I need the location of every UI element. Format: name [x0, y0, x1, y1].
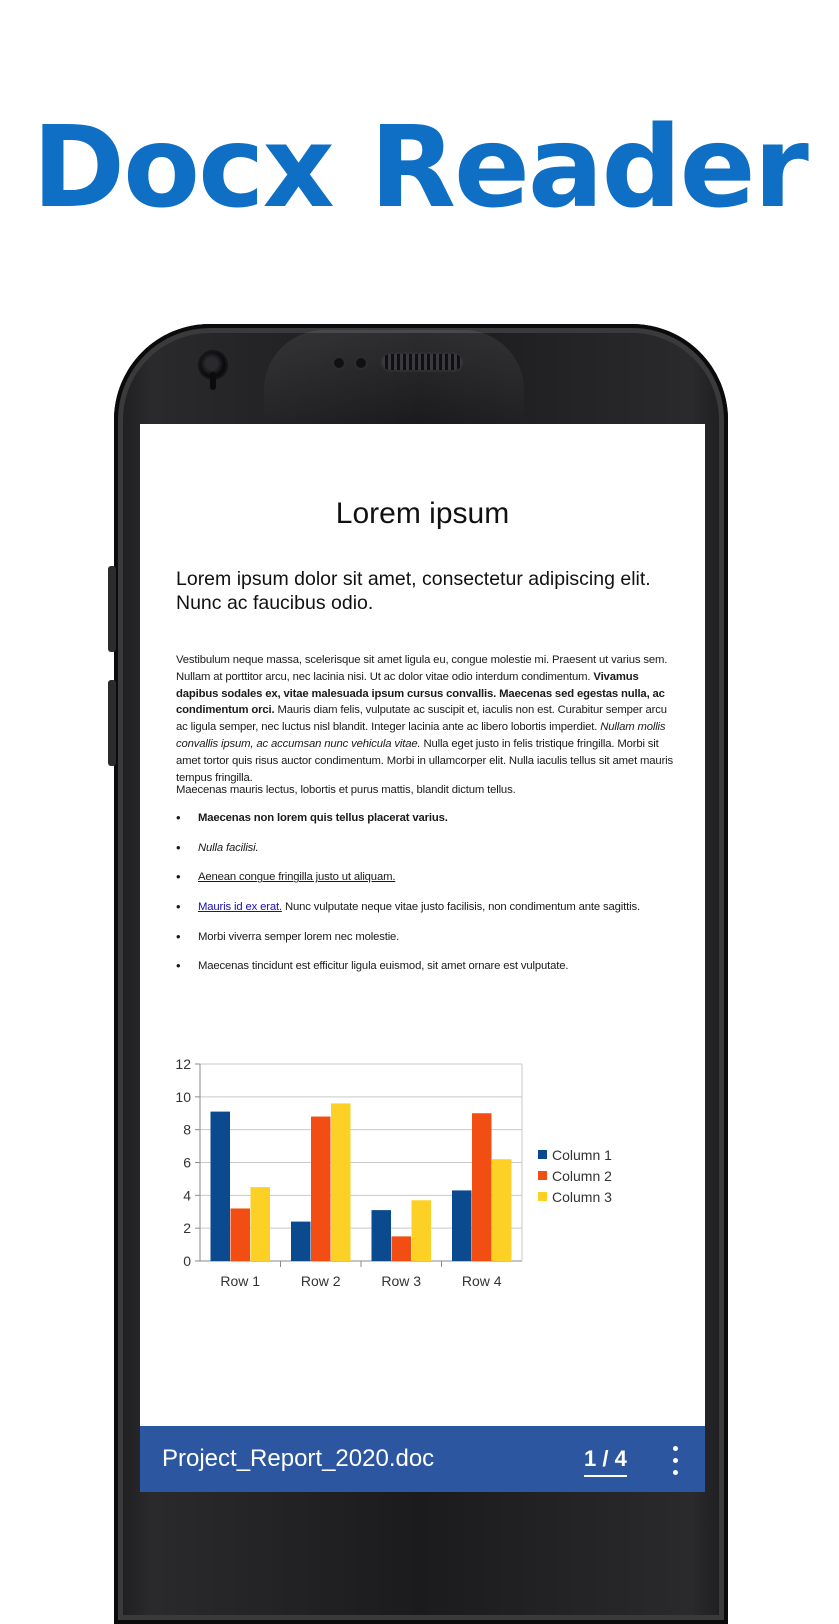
legend-label: Column 1: [552, 1147, 612, 1163]
chart-bar: [472, 1113, 492, 1261]
list-item: [176, 929, 681, 959]
camera-stem: [210, 372, 216, 390]
chart-bar: [251, 1187, 271, 1261]
phone-side-button-upper: [108, 566, 116, 652]
x-tick-label: Row 4: [461, 1273, 502, 1289]
document-paragraph-1: [176, 652, 681, 786]
x-tick-label: Row 3: [381, 1273, 422, 1289]
bar-chart: [164, 1044, 644, 1294]
light-sensor: [356, 358, 366, 368]
paragraph-text: Nulla eget justo in felis tristique fringilla. Morbi sit amet tortor quis risus auctor condimentum. Morbi in ullamcorper elit. Nulla iaculis tellus sit amet mauris tempus fringilla.: [176, 737, 674, 784]
list-item-text: Maecenas non lorem quis tellus placerat varius.: [198, 812, 448, 824]
list-item-text: Nulla facilisi.: [198, 841, 259, 854]
chart-bar: [372, 1210, 392, 1261]
y-tick-label: 12: [175, 1056, 191, 1072]
proximity-sensor: [334, 358, 344, 368]
paragraph-text: Mauris diam felis, vulputate ac suscipit et, iaculis non est. Curabitur semper arcu ac ligula semper, nec luctus nisl blandit. Integer lacinia ante ac libero lobortis imperdiet.: [176, 704, 667, 734]
bottom-toolbar: [140, 1426, 705, 1492]
chart-bar: [211, 1112, 231, 1261]
list-item-text: Morbi viverra semper lorem nec molestie.: [198, 930, 400, 943]
legend-label: Column 3: [552, 1189, 612, 1205]
bullet-list: [176, 810, 681, 988]
list-item: [176, 899, 681, 929]
list-item: [176, 840, 681, 870]
phone-side-button-lower: [108, 680, 116, 766]
x-tick-label: Row 2: [300, 1273, 341, 1289]
list-item: [176, 810, 681, 840]
paragraph-bold-text: Vivamus dapibus sodales ex, vitae malesuada ipsum cursus convallis. Maecenas sed egestas nulla, ac condimentum orci.: [176, 670, 665, 717]
list-item: [176, 869, 681, 899]
y-tick-label: 2: [183, 1220, 191, 1237]
chart-bar: [392, 1236, 412, 1261]
y-tick-label: 0: [183, 1253, 191, 1269]
x-tick-label: Row 1: [220, 1273, 261, 1289]
y-tick-label: 4: [183, 1187, 191, 1204]
legend-swatch: [538, 1171, 547, 1180]
legend-swatch: [538, 1150, 547, 1159]
document-paragraph-2: Maecenas mauris lectus, lobortis et purus mattis, blandit dictum tellus.: [176, 784, 516, 796]
chart-bar: [412, 1200, 432, 1261]
more-vert-icon[interactable]: [668, 1446, 682, 1476]
list-item-text: Nunc vulputate neque vitae justo facilisis, non condimentum ante sagittis.: [281, 901, 640, 914]
y-tick-label: 8: [183, 1121, 191, 1138]
list-item: [176, 958, 681, 988]
phone-reflection: [264, 330, 524, 424]
y-tick-label: 6: [183, 1154, 191, 1171]
chart-bar: [452, 1190, 472, 1261]
paragraph-italic-text: Nullam mollis convallis ipsum, ac accumsan nunc vehicula vitae.: [176, 721, 666, 750]
list-item-text: Maecenas tincidunt est efficitur ligula euismod, sit amet ornare est vulputate.: [198, 960, 569, 973]
chart-bar: [492, 1159, 512, 1261]
chart-bar: [311, 1117, 331, 1261]
list-item-text: Aenean congue fringilla justo ut aliquam.: [198, 871, 396, 884]
chart-bar: [331, 1103, 351, 1261]
legend-swatch: [538, 1192, 547, 1201]
paragraph-text: Vestibulum neque massa, scelerisque sit amet ligula eu, congue molestie mi. Praesent ut varius sem. Nullam at porttitor arcu, nec lacinia nisi. Ut ac dolor vitae odio interdum condimentum.: [176, 654, 668, 683]
legend-label: Column 2: [552, 1168, 612, 1184]
document-title: Lorem ipsum: [335, 497, 510, 530]
file-name: Project_Report_2020.doc: [162, 1445, 435, 1472]
chart-bar: [231, 1208, 251, 1261]
page-counter[interactable]: 1 / 4: [584, 1443, 627, 1477]
document-subtitle: Lorem ipsum dolor sit amet, consectetur adipiscing elit. Nunc ac faucibus odio.: [176, 568, 651, 614]
earpiece-speaker: [382, 354, 462, 370]
app-title: Docx Reader: [32, 103, 807, 233]
y-tick-label: 10: [175, 1088, 191, 1105]
chart-bar: [291, 1222, 311, 1261]
document-link[interactable]: Mauris id ex erat.: [198, 901, 282, 914]
document-view[interactable]: [140, 424, 705, 1492]
